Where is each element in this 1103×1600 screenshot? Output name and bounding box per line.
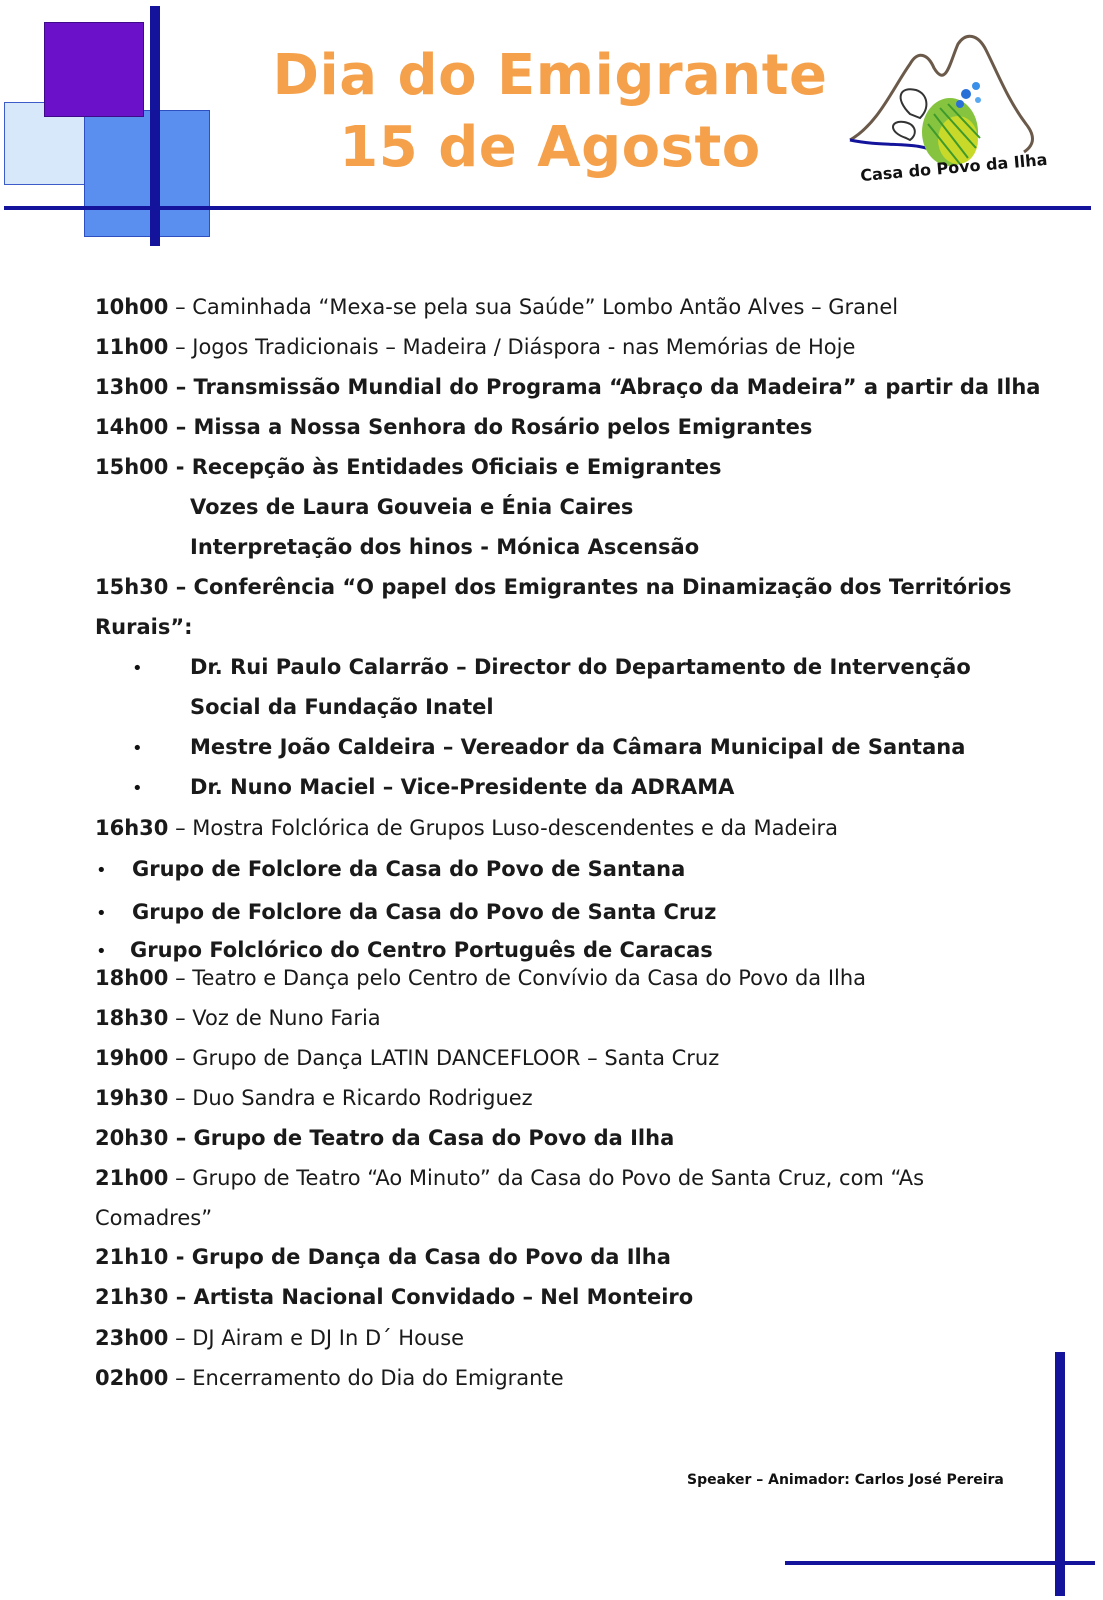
- footer-rule: [785, 1561, 1095, 1565]
- speaker-credit: Speaker – Animador: Carlos José Pereira: [687, 1472, 1004, 1488]
- schedule-item-continuation: Rurais”:: [95, 615, 193, 639]
- schedule-item: 14h00 – Missa a Nossa Senhora do Rosário pelos Emigrantes: [95, 415, 813, 439]
- schedule-subitem: Vozes de Laura Gouveia e Énia Caires: [190, 495, 634, 519]
- schedule-item: 18h00 – Teatro e Dança pelo Centro de Convívio da Casa do Povo da Ilha: [95, 966, 867, 990]
- schedule-item: 16h30 – Mostra Folclórica de Grupos Luso-descendentes e da Madeira: [95, 816, 839, 840]
- schedule-item: 19h00 – Grupo de Dança LATIN DANCEFLOOR – Santa Cruz: [95, 1046, 720, 1070]
- schedule-item: 18h30 – Voz de Nuno Faria: [95, 1006, 381, 1030]
- bullet-icon: •: [96, 941, 107, 962]
- logo-caption: Casa do Povo da Ilha: [859, 149, 1049, 186]
- bullet-icon: •: [96, 860, 107, 881]
- decor-blue-square: [84, 110, 210, 237]
- schedule-item: 19h30 – Duo Sandra e Ricardo Rodriguez: [95, 1086, 533, 1110]
- folklore-group-item: Grupo Folclórico do Centro Português de Caracas: [130, 938, 713, 962]
- schedule-item: 10h00 – Caminhada “Mexa-se pela sua Saúde” Lombo Antão Alves – Granel: [95, 295, 899, 319]
- schedule-item: 21h00 – Grupo de Teatro “Ao Minuto” da Casa do Povo de Santa Cruz, com “As: [95, 1166, 925, 1190]
- folklore-group-item: Grupo de Folclore da Casa do Povo de Santa Cruz: [132, 900, 717, 924]
- speaker-list-item: Dr. Nuno Maciel – Vice-Presidente da ADRAMA: [190, 775, 735, 799]
- schedule-item: 11h00 – Jogos Tradicionais – Madeira / Diáspora - nas Memórias de Hoje: [95, 335, 856, 359]
- schedule-item: 13h00 – Transmissão Mundial do Programa “Abraço da Madeira” a partir da Ilha: [95, 375, 1041, 399]
- schedule-item: 21h30 – Artista Nacional Convidado – Nel Monteiro: [95, 1285, 694, 1309]
- schedule-item: 15h30 – Conferência “O papel dos Emigrantes na Dinamização dos Territórios: [95, 575, 1012, 599]
- folklore-group-item: Grupo de Folclore da Casa do Povo de Santana: [132, 857, 686, 881]
- bullet-icon: •: [132, 738, 143, 759]
- schedule-item: 15h00 - Recepção às Entidades Oficiais e Emigrantes: [95, 455, 722, 479]
- schedule-subitem: Interpretação dos hinos - Mónica Ascensão: [190, 535, 700, 559]
- page-title-line1: Dia do Emigrante: [272, 43, 828, 108]
- speaker-list-item-continuation: Social da Fundação Inatel: [190, 695, 494, 719]
- decor-vertical-bar: [150, 6, 160, 246]
- schedule-item: 20h30 – Grupo de Teatro da Casa do Povo da Ilha: [95, 1126, 675, 1150]
- bullet-icon: •: [132, 778, 143, 799]
- footer-vertical-bar: [1055, 1352, 1065, 1596]
- speaker-list-item: Dr. Rui Paulo Calarrão – Director do Departamento de Intervenção: [190, 655, 971, 679]
- decor-purple-square: [44, 22, 144, 117]
- speaker-list-item: Mestre João Caldeira – Vereador da Câmara Municipal de Santana: [190, 735, 966, 759]
- schedule-item: 02h00 – Encerramento do Dia do Emigrante: [95, 1366, 564, 1390]
- schedule-item-continuation: Comadres”: [95, 1206, 213, 1230]
- schedule-item: 21h10 - Grupo de Dança da Casa do Povo da Ilha: [95, 1245, 671, 1269]
- bullet-icon: •: [96, 903, 107, 924]
- page-title-line2: 15 de Agosto: [339, 115, 761, 180]
- schedule-item: 23h00 – DJ Airam e DJ In D´ House: [95, 1326, 465, 1350]
- bullet-icon: •: [132, 658, 143, 679]
